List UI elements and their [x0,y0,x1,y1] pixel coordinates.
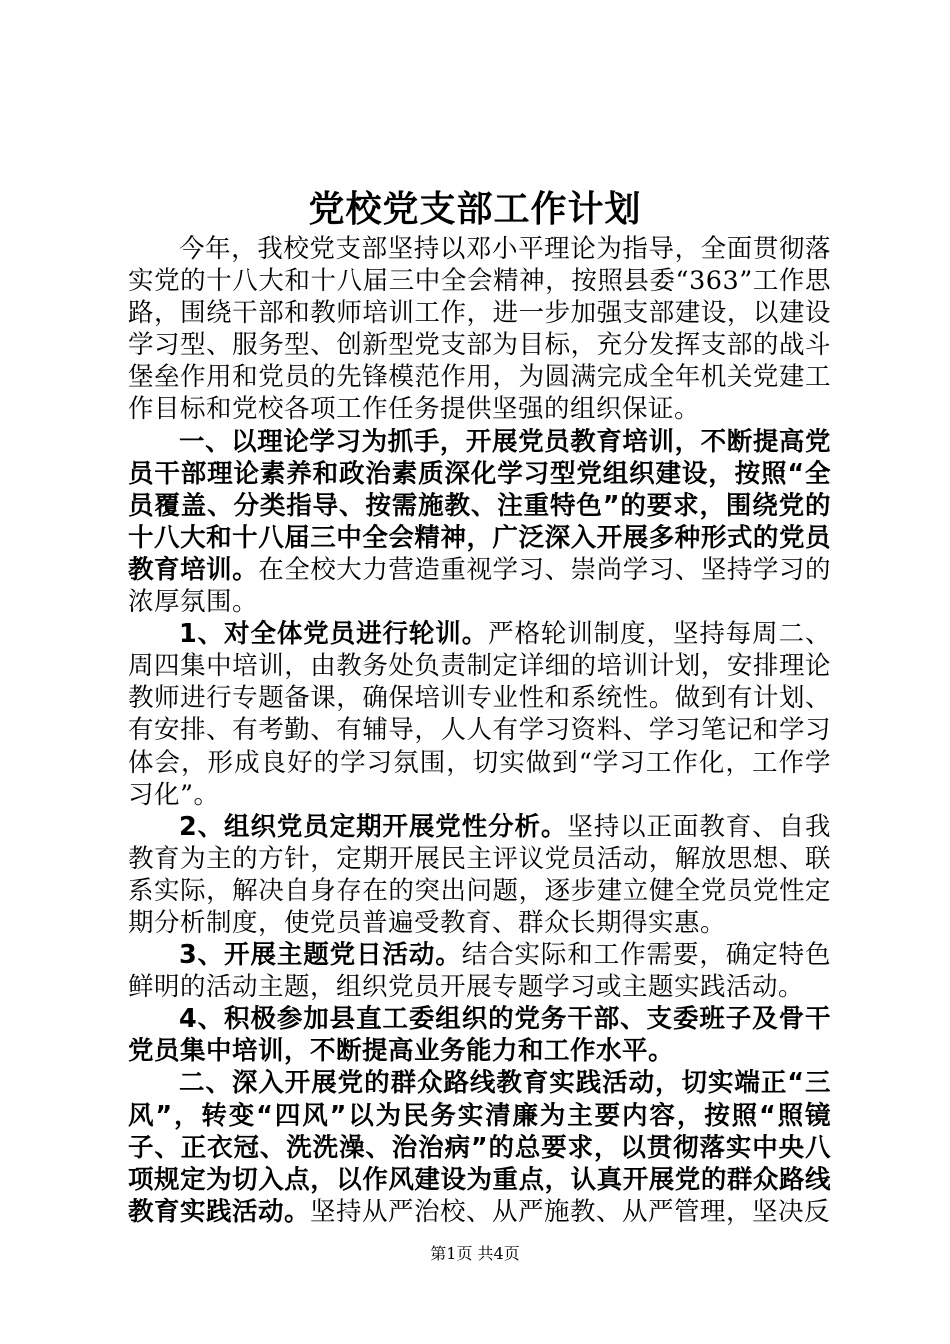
paragraph-text: 结合实际和工作需要，确定特色鲜明的活动主题，组织党员开展专题学习或主题实践活动。 [128,940,831,1003]
paragraph-heading: 一、以理论学习为抓手，开展党员教育培训，不断提高党员干部理论素养和政治素质深化学习型党组织建设，按照“全员覆盖、分类指导、按需施教、注重特色”的要求，围绕党的十八大和十八届三中全会精神，广泛深入开展多种形式的党员教育培训。 [128,426,831,585]
paragraph-text: 坚持从严治校、从严施教、从严管理，坚决反 [310,1196,831,1227]
paragraph-intro [128,233,831,426]
paragraph-item-4 [128,1003,831,1067]
paragraph-text: 今年，我校党支部坚持以邓小平理论为指导，全面贯彻落实党的十八大和十八届三中全会精神，按照县委“363”工作思路，围绕干部和教师培训工作，进一步加强支部建设，以建设学习型、服务型、创新型党支部为目标，充分发挥支部的战斗堡垒作用和党员的先锋模范作用，为圆满完成全年机关党建工作目标和党校各项工作任务提供坚强的组织保证。 [128,234,831,425]
document-title: 党校党支部工作计划 [308,188,642,230]
paragraph-text: 坚持以正面教育、自我教育为主的方针，定期开展民主评议党员活动，解放思想、联系实际，解决自身存在的突出问题，逐步建立健全党员党性定期分析制度，使党员普遍受教育、群众长期得实惠。 [128,811,831,938]
paragraph-section-1 [128,426,831,619]
paragraph-item-3 [128,939,831,1003]
paragraph-heading: 二、深入开展党的群众路线教育实践活动，切实端正“三风”，转变“四风”以为民务实清廉为主要内容，按照“照镜子、正衣冠、洗洗澡、治治病”的总要求，以贯彻落实中央八项规定为切入点，以作风建设为重点，认真开展党的群众路线教育实践活动。 [128,1068,831,1227]
paragraph-text: 严格轮训制度，坚持每周二、周四集中培训，由教务处负责制定详细的培训计划，安排理论教师进行专题备课，确保培训专业性和系统性。做到有计划、有安排、有考勤、有辅导，人人有学习资料、学习笔记和学习体会，形成良好的学习氛围，切实做到“学习工作化，工作学习化”。 [128,619,831,810]
document-body [128,233,831,1228]
paragraph-item-1 [128,618,831,811]
paragraph-text: 在全校大力营造重视学习、崇尚学习、坚持学习的浓厚氛围。 [128,554,831,618]
page-number-footer: 第1页 共4页 [430,1244,520,1263]
paragraph-section-2 [128,1067,831,1227]
paragraph-item-2 [128,811,831,939]
paragraph-heading: 4、积极参加县直工委组织的党务干部、支委班子及骨干党员集中培训，不断提高业务能力和工作水平。 [128,1004,831,1067]
paragraph-heading: 2、组织党员定期开展党性分析。 [179,811,568,842]
paragraph-heading: 1、对全体党员进行轮训。 [179,619,489,650]
paragraph-heading: 3、开展主题党日活动。 [179,940,462,971]
